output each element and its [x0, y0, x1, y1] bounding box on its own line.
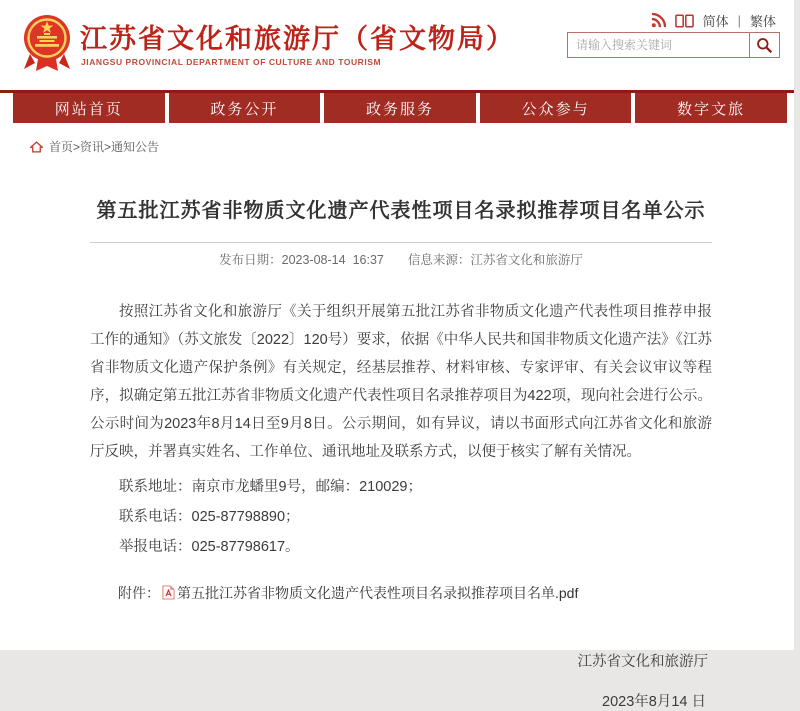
- lang-simplified-link[interactable]: 简体: [702, 14, 729, 29]
- source-value: 江苏省文化和旅游厅: [470, 253, 583, 267]
- search-button[interactable]: [749, 33, 779, 57]
- publish-time-value: 16:37: [352, 253, 384, 267]
- article-meta: [90, 250, 712, 268]
- publish-date-value: 2023-08-14: [281, 253, 346, 267]
- site-subtitle: JIANGSU PROVINCIAL DEPARTMENT OF CULTURE AND TOURISM: [81, 57, 382, 67]
- signature-date: 2023年8月14 日: [602, 694, 706, 710]
- pdf-icon: [162, 585, 175, 600]
- attachment-label: 附件：: [118, 585, 160, 601]
- nav-item-gov-open[interactable]: 政务公开: [169, 93, 321, 123]
- breadcrumb-text: 首页>资讯>通知公告: [49, 140, 160, 154]
- page-title: 第五批江苏省非物质文化遗产代表性项目名录拟推荐项目名单公示: [96, 200, 706, 222]
- nav-item-public[interactable]: 公众参与: [480, 93, 632, 123]
- attachment-link[interactable]: 第五批江苏省非物质文化遗产代表性项目名录拟推荐项目名单.pdf: [177, 585, 579, 601]
- lang-separator: |: [737, 13, 741, 28]
- source-label: 信息来源：: [407, 253, 471, 267]
- search-icon: [756, 37, 773, 54]
- publish-date-label: 发布日期：: [219, 253, 282, 267]
- home-icon: [30, 141, 43, 153]
- nav-item-gov-serv[interactable]: 政务服务: [324, 93, 476, 123]
- attachment-row: [90, 583, 712, 603]
- contact-address: 联系地址：南京市龙蟠里9号，邮编：210029；: [119, 479, 422, 495]
- lang-traditional-link[interactable]: 繁体: [749, 14, 776, 29]
- search-input[interactable]: [568, 33, 749, 57]
- article: [90, 185, 712, 711]
- article-paragraph: 按照江苏省文化和旅游厅《关于组织开展第五批江苏省非物质文化遗产代表性项目推荐申报工作的通知》（苏文旅发〔2022〕120号）要求，依据《中华人民共和国非物质文化遗产法》《江苏省非物质文化遗产保护条例》有关规定，经基层推荐、材料审核、专家评审、有关会议审议等程序，拟确定第五批江苏省非物质文化遗产代表性项目名录推荐项目为422项，现向社会进行公示。公示时间为2023年8月14日至9月8日。公示期间，如有异议，请以书面形式向江苏省文化和旅游厅反映，并署真实姓名、工作单位、通讯地址及联系方式，以便于核实了解有关情况。: [90, 304, 712, 460]
- title-divider: [90, 242, 712, 243]
- national-emblem-icon: [20, 13, 74, 73]
- contact-block: [90, 472, 712, 562]
- nav-item-digital[interactable]: 数字文旅: [635, 93, 787, 123]
- main-nav: [13, 93, 787, 123]
- breadcrumb[interactable]: [30, 138, 794, 155]
- report-phone: 举报电话：025-87798617。: [119, 539, 300, 555]
- site-header: [0, 0, 794, 90]
- book-icon[interactable]: [675, 14, 694, 28]
- nav-item-home[interactable]: 网站首页: [13, 93, 165, 123]
- signature: 江苏省文化和旅游厅: [577, 654, 708, 670]
- contact-phone: 联系电话：025-87798890；: [119, 509, 300, 525]
- rss-icon[interactable]: [651, 13, 666, 28]
- search-box: [567, 32, 780, 58]
- topbar: [651, 11, 776, 30]
- site-title: 江苏省文化和旅游厅（省文物局）: [80, 24, 515, 54]
